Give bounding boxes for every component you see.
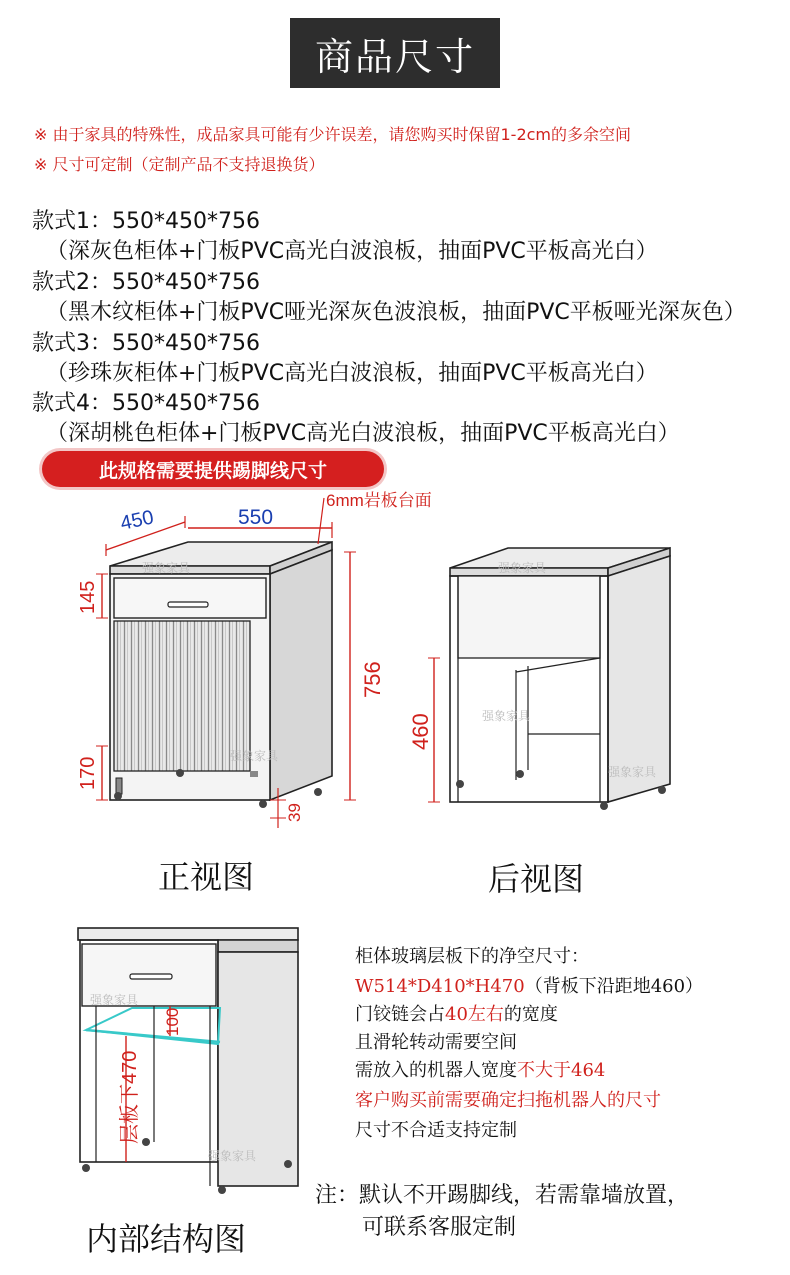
style-1-desc: （深灰色柜体+门板PVC高光白波浪板，抽面PVC平板高光白） [46, 239, 658, 264]
style-3-name: 款式3：550*450*756 [32, 331, 260, 356]
info-line-3: 门铰链会占40左右的宽度 [355, 1004, 558, 1025]
dim-shelf-gap: 100 [163, 1007, 182, 1036]
dim-width: 550 [238, 506, 274, 529]
svg-text:强象家具: 强象家具 [482, 709, 531, 723]
dim-shelf-height: 层板下470 [119, 1050, 141, 1144]
footer-note-line-2: 可联系客服定制 [362, 1215, 517, 1240]
back-panel [458, 576, 600, 658]
svg-text:强象家具: 强象家具 [608, 765, 657, 779]
glass-shelf [86, 1008, 220, 1044]
dim-drawer: 145 [77, 580, 99, 614]
svg-text:强象家具: 强象家具 [230, 749, 279, 763]
footer-note-line-1: 注：默认不开踢脚线，若需靠墙放置， [315, 1183, 690, 1208]
drawer-handle [168, 602, 208, 607]
dim-height: 756 [360, 661, 385, 698]
front-view-caption: 正视图 [158, 858, 255, 896]
svg-text:强象家具: 强象家具 [498, 561, 547, 575]
svg-text:强象家具: 强象家具 [90, 993, 139, 1007]
clearance-dimensions: W514*D410*H470 [355, 976, 525, 997]
dim-clearance: 460 [408, 713, 433, 750]
info-line-5: 需放入的机器人宽度不大于464 [355, 1060, 606, 1081]
info-line-6: 客户购买前需要确定扫拖机器人的尺寸 [355, 1090, 661, 1111]
dim-depth: 450 [118, 506, 156, 535]
style-3-desc: （珍珠灰柜体+门板PVC高光白波浪板，抽面PVC平板高光白） [46, 361, 658, 386]
info-line-4: 且滑轮转动需要空间 [355, 1032, 517, 1053]
inner-structure-caption: 内部结构图 [86, 1220, 247, 1258]
kickboard-badge: 此规格需要提供踢脚线尺寸 [42, 451, 384, 487]
side-panel [270, 550, 332, 800]
style-4-desc: （深胡桃色柜体+门板PVC高光白波浪板，抽面PVC平板高光白） [46, 421, 680, 446]
dim-bottom: 170 [77, 756, 99, 790]
info-line-1: 柜体玻璃层板下的净空尺寸： [355, 946, 589, 967]
notice-custom: ※ 尺寸可定制（定制产品不支持退换货） [34, 155, 325, 174]
page-title: 商品尺寸 [290, 18, 500, 88]
svg-text:强象家具: 强象家具 [208, 1149, 257, 1163]
drawer-front [114, 578, 266, 618]
svg-text:强象家具: 强象家具 [142, 561, 191, 575]
inner-structure-drawing [60, 912, 320, 1197]
style-1-name: 款式1：550*450*756 [32, 209, 260, 234]
style-2-name: 款式2：550*450*756 [32, 270, 260, 295]
style-4-name: 款式4：550*450*756 [32, 391, 260, 416]
dim-top-note: 6mm岩板台面 [326, 491, 432, 510]
info-line-7: 尺寸不合适支持定制 [355, 1120, 517, 1141]
inner-worktop [78, 928, 298, 940]
style-2-desc: （黑木纹柜体+门板PVC哑光深灰色波浪板，抽面PVC平板哑光深灰色） [46, 300, 746, 325]
robot-max-width: 不大于464 [517, 1060, 606, 1081]
info-line-2: W514*D410*H470（背板下沿距地460） [355, 976, 704, 997]
back-view-drawing [398, 540, 688, 820]
back-view-caption: 后视图 [488, 860, 585, 898]
dim-wheel: 39 [285, 803, 304, 822]
hinge-width: 40左右 [445, 1004, 504, 1025]
notice-tolerance: ※ 由于家具的特殊性，成品家具可能有少许误差，请您购买时保留1-2cm的多余空间 [34, 125, 632, 144]
